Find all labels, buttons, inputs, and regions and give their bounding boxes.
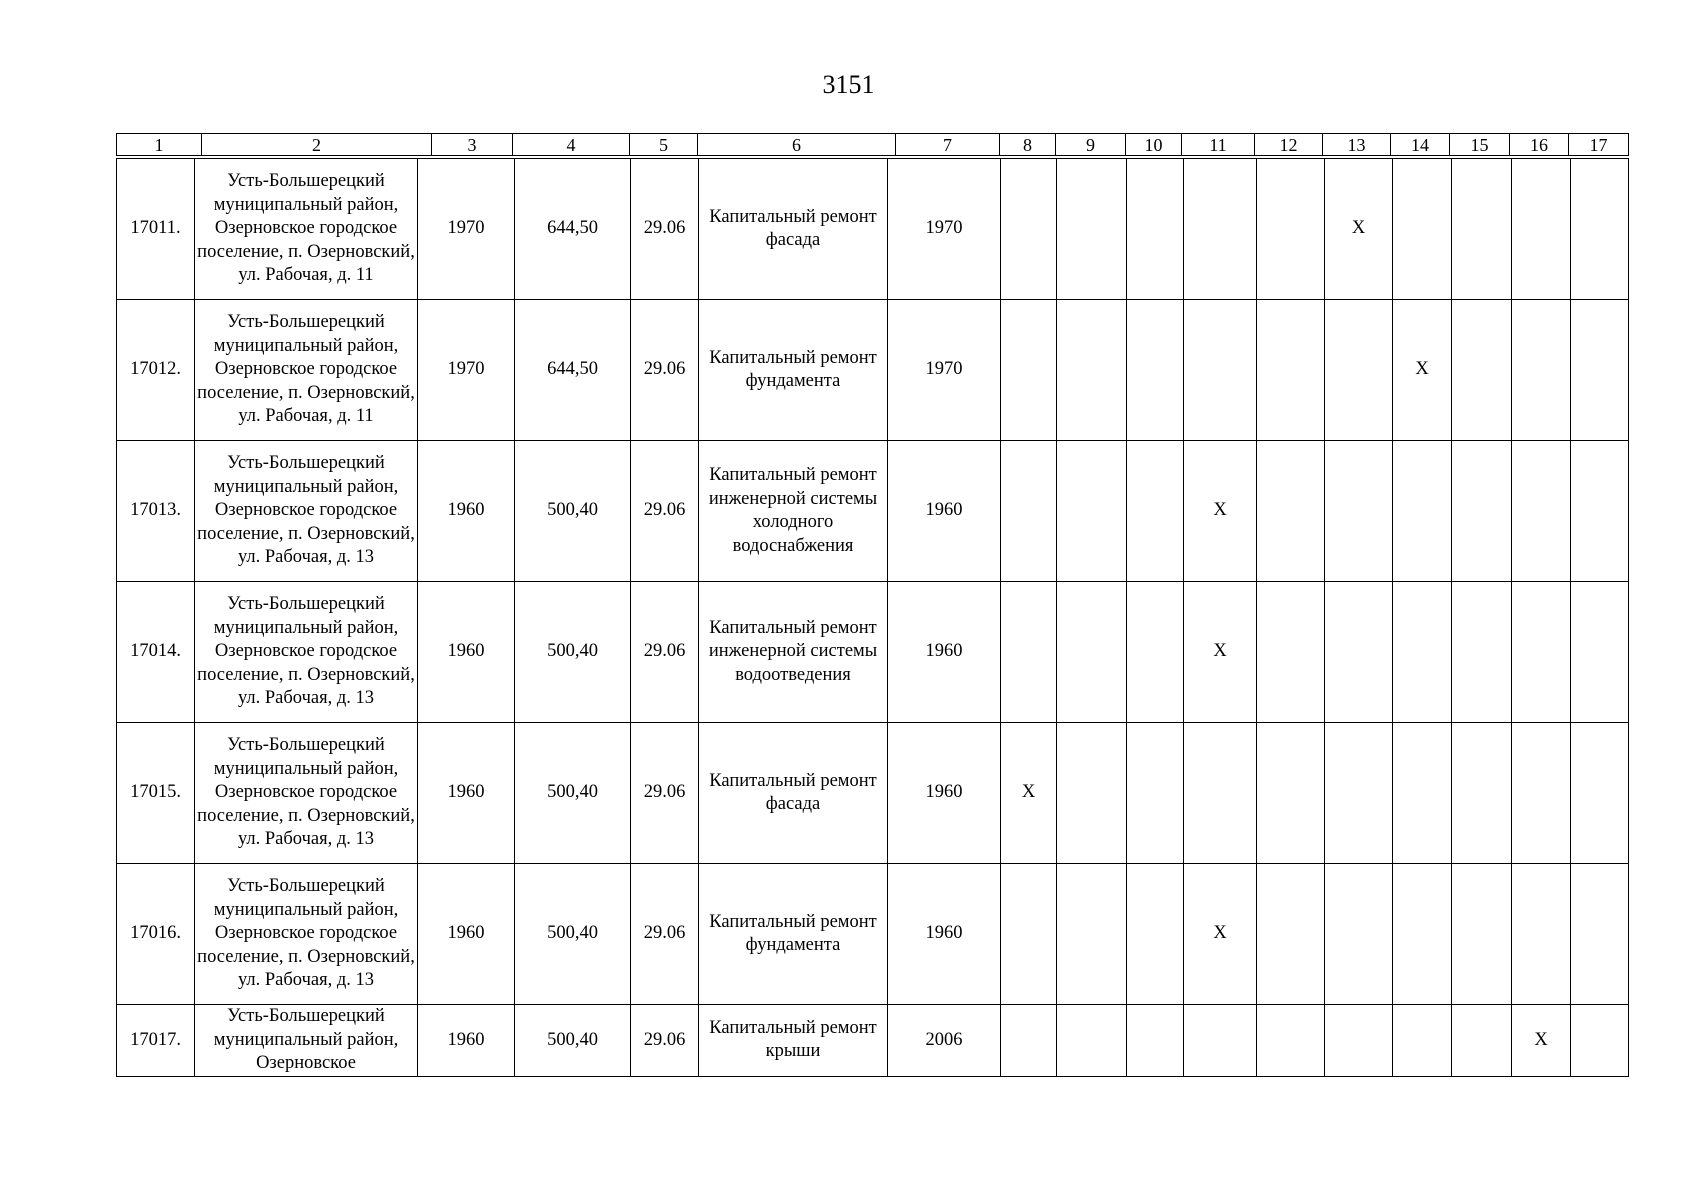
- mark-cell-col-12: [1257, 1005, 1325, 1077]
- column-number-6: 6: [698, 134, 896, 156]
- mark-cell-col-14: X: [1393, 300, 1452, 441]
- mark-cell-col-11: [1184, 300, 1257, 441]
- mark-cell-col-12: [1257, 159, 1325, 300]
- mark-cell-col-8: X: [1001, 723, 1057, 864]
- repair-schedule-table: [116, 158, 1629, 1077]
- column-number-1: 1: [117, 134, 202, 156]
- last-repair-year-cell: 1960: [888, 441, 1001, 582]
- mark-cell-col-13: [1325, 1005, 1393, 1077]
- mark-cell-col-8: [1001, 300, 1057, 441]
- tariff-cell: 29.06: [631, 159, 699, 300]
- last-repair-year-cell: 1960: [888, 582, 1001, 723]
- year-built-cell: 1970: [418, 159, 515, 300]
- address-cell: Усть-Большерецкий муниципальный район, Озерновское городское поселение, п. Озерновский, ул. Рабочая, д. 13: [195, 723, 418, 864]
- work-type-cell: Капитальный ремонт фасада: [699, 723, 888, 864]
- table-row: [117, 441, 1629, 582]
- table-row: [117, 864, 1629, 1005]
- mark-cell-col-14: [1393, 723, 1452, 864]
- year-built-cell: 1960: [418, 582, 515, 723]
- table-row: [117, 582, 1629, 723]
- year-built-cell: 1960: [418, 723, 515, 864]
- mark-cell-col-14: [1393, 1005, 1452, 1077]
- year-built-cell: 1960: [418, 1005, 515, 1077]
- work-type-cell: Капитальный ремонт инженерной системы холодного водоснабжения: [699, 441, 888, 582]
- mark-cell-col-16: [1512, 441, 1571, 582]
- mark-cell-col-16: X: [1512, 1005, 1571, 1077]
- tariff-cell: 29.06: [631, 864, 699, 1005]
- row-number-cell: 17017.: [117, 1005, 195, 1077]
- mark-cell-col-15: [1452, 864, 1512, 1005]
- last-repair-year-cell: 1970: [888, 300, 1001, 441]
- mark-cell-col-11: [1184, 159, 1257, 300]
- mark-cell-col-12: [1257, 441, 1325, 582]
- area-cell: 644,50: [515, 159, 631, 300]
- mark-cell-col-15: [1452, 159, 1512, 300]
- mark-cell-col-10: [1127, 864, 1184, 1005]
- column-number-9: 9: [1056, 134, 1126, 156]
- mark-cell-col-9: [1057, 864, 1127, 1005]
- work-type-cell: Капитальный ремонт фасада: [699, 159, 888, 300]
- mark-cell-col-13: X: [1325, 159, 1393, 300]
- column-number-12: 12: [1255, 134, 1323, 156]
- work-type-cell: Капитальный ремонт фундамента: [699, 300, 888, 441]
- column-number-17: 17: [1569, 134, 1629, 156]
- mark-cell-col-9: [1057, 159, 1127, 300]
- tariff-cell: 29.06: [631, 723, 699, 864]
- table-row: [117, 723, 1629, 864]
- mark-cell-col-10: [1127, 159, 1184, 300]
- mark-cell-col-11: [1184, 723, 1257, 864]
- mark-cell-col-15: [1452, 582, 1512, 723]
- mark-cell-col-8: [1001, 582, 1057, 723]
- mark-cell-col-9: [1057, 1005, 1127, 1077]
- column-number-5: 5: [630, 134, 698, 156]
- mark-cell-col-14: [1393, 864, 1452, 1005]
- mark-cell-col-13: [1325, 300, 1393, 441]
- area-cell: 500,40: [515, 441, 631, 582]
- mark-cell-col-12: [1257, 300, 1325, 441]
- mark-cell-col-8: [1001, 159, 1057, 300]
- area-cell: 500,40: [515, 864, 631, 1005]
- year-built-cell: 1970: [418, 300, 515, 441]
- mark-cell-col-13: [1325, 864, 1393, 1005]
- table-row: [117, 1005, 1629, 1077]
- header-row: [117, 134, 1629, 156]
- mark-cell-col-12: [1257, 864, 1325, 1005]
- mark-cell-col-11: X: [1184, 864, 1257, 1005]
- address-cell: Усть-Большерецкий муниципальный район, Озерновское: [195, 1005, 418, 1077]
- mark-cell-col-13: [1325, 441, 1393, 582]
- column-number-8: 8: [1000, 134, 1056, 156]
- mark-cell-col-15: [1452, 300, 1512, 441]
- mark-cell-col-10: [1127, 723, 1184, 864]
- area-cell: 644,50: [515, 300, 631, 441]
- column-number-3: 3: [432, 134, 513, 156]
- mark-cell-col-9: [1057, 582, 1127, 723]
- last-repair-year-cell: 1960: [888, 864, 1001, 1005]
- mark-cell-col-16: [1512, 723, 1571, 864]
- mark-cell-col-9: [1057, 300, 1127, 441]
- column-number-7: 7: [896, 134, 1000, 156]
- mark-cell-col-11: X: [1184, 582, 1257, 723]
- row-number-cell: 17013.: [117, 441, 195, 582]
- last-repair-year-cell: 1970: [888, 159, 1001, 300]
- mark-cell-col-17: [1571, 864, 1629, 1005]
- table-row: [117, 300, 1629, 441]
- column-number-16: 16: [1510, 134, 1569, 156]
- mark-cell-col-13: [1325, 723, 1393, 864]
- work-type-cell: Капитальный ремонт инженерной системы водоотведения: [699, 582, 888, 723]
- row-number-cell: 17011.: [117, 159, 195, 300]
- address-cell: Усть-Большерецкий муниципальный район, Озерновское городское поселение, п. Озерновский, ул. Рабочая, д. 13: [195, 441, 418, 582]
- mark-cell-col-9: [1057, 723, 1127, 864]
- mark-cell-col-11: [1184, 1005, 1257, 1077]
- column-number-10: 10: [1126, 134, 1182, 156]
- last-repair-year-cell: 1960: [888, 723, 1001, 864]
- row-number-cell: 17014.: [117, 582, 195, 723]
- area-cell: 500,40: [515, 1005, 631, 1077]
- mark-cell-col-15: [1452, 1005, 1512, 1077]
- mark-cell-col-17: [1571, 582, 1629, 723]
- mark-cell-col-14: [1393, 441, 1452, 582]
- mark-cell-col-14: [1393, 582, 1452, 723]
- mark-cell-col-15: [1452, 723, 1512, 864]
- mark-cell-col-16: [1512, 582, 1571, 723]
- mark-cell-col-16: [1512, 300, 1571, 441]
- address-cell: Усть-Большерецкий муниципальный район, Озерновское городское поселение, п. Озерновский, ул. Рабочая, д. 11: [195, 159, 418, 300]
- mark-cell-col-13: [1325, 582, 1393, 723]
- mark-cell-col-11: X: [1184, 441, 1257, 582]
- column-number-11: 11: [1182, 134, 1255, 156]
- address-cell: Усть-Большерецкий муниципальный район, Озерновское городское поселение, п. Озерновский, ул. Рабочая, д. 13: [195, 864, 418, 1005]
- mark-cell-col-8: [1001, 441, 1057, 582]
- mark-cell-col-15: [1452, 441, 1512, 582]
- mark-cell-col-12: [1257, 582, 1325, 723]
- mark-cell-col-10: [1127, 582, 1184, 723]
- row-number-cell: 17016.: [117, 864, 195, 1005]
- mark-cell-col-9: [1057, 441, 1127, 582]
- table-row: [117, 159, 1629, 300]
- mark-cell-col-12: [1257, 723, 1325, 864]
- last-repair-year-cell: 2006: [888, 1005, 1001, 1077]
- area-cell: 500,40: [515, 582, 631, 723]
- mark-cell-col-10: [1127, 441, 1184, 582]
- row-number-cell: 17012.: [117, 300, 195, 441]
- row-number-cell: 17015.: [117, 723, 195, 864]
- mark-cell-col-14: [1393, 159, 1452, 300]
- tariff-cell: 29.06: [631, 441, 699, 582]
- mark-cell-col-10: [1127, 300, 1184, 441]
- mark-cell-col-8: [1001, 864, 1057, 1005]
- year-built-cell: 1960: [418, 864, 515, 1005]
- column-number-2: 2: [202, 134, 432, 156]
- mark-cell-col-10: [1127, 1005, 1184, 1077]
- area-cell: 500,40: [515, 723, 631, 864]
- year-built-cell: 1960: [418, 441, 515, 582]
- mark-cell-col-16: [1512, 159, 1571, 300]
- mark-cell-col-17: [1571, 300, 1629, 441]
- mark-cell-col-17: [1571, 159, 1629, 300]
- tariff-cell: 29.06: [631, 1005, 699, 1077]
- tariff-cell: 29.06: [631, 582, 699, 723]
- page-number: 3151: [822, 70, 875, 99]
- mark-cell-col-17: [1571, 441, 1629, 582]
- column-number-15: 15: [1450, 134, 1510, 156]
- mark-cell-col-17: [1571, 723, 1629, 864]
- work-type-cell: Капитальный ремонт крыши: [699, 1005, 888, 1077]
- mark-cell-col-8: [1001, 1005, 1057, 1077]
- address-cell: Усть-Большерецкий муниципальный район, Озерновское городское поселение, п. Озерновский, ул. Рабочая, д. 11: [195, 300, 418, 441]
- column-number-14: 14: [1391, 134, 1450, 156]
- column-number-4: 4: [513, 134, 630, 156]
- address-cell: Усть-Большерецкий муниципальный район, Озерновское городское поселение, п. Озерновский, ул. Рабочая, д. 13: [195, 582, 418, 723]
- mark-cell-col-17: [1571, 1005, 1629, 1077]
- column-number-13: 13: [1323, 134, 1391, 156]
- mark-cell-col-16: [1512, 864, 1571, 1005]
- tariff-cell: 29.06: [631, 300, 699, 441]
- column-number-header: [116, 133, 1629, 156]
- work-type-cell: Капитальный ремонт фундамента: [699, 864, 888, 1005]
